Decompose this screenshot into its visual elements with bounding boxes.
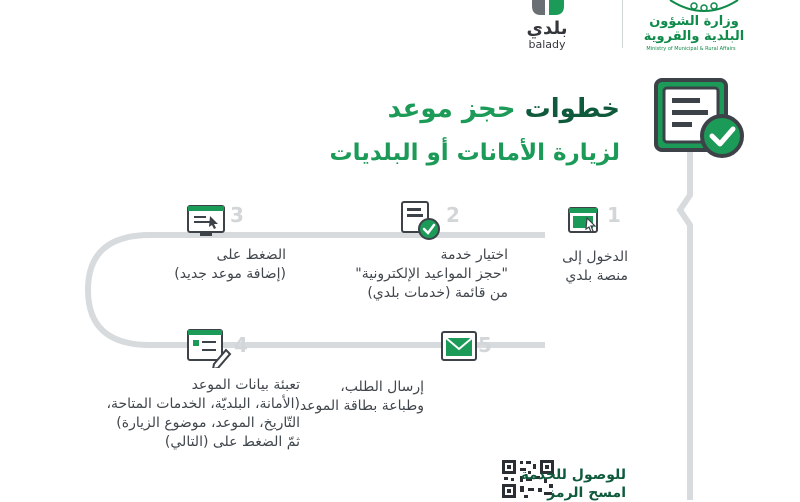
step-number: 1 [607,203,621,227]
header-divider [622,0,623,48]
ministry-name-english: Ministry of Municipal & Rural Affairs [646,46,736,52]
step-line: وطباعة بطاقة الموعد [299,398,424,414]
step-number: 3 [230,203,244,227]
ministry-name: وزارة الشؤون البلدية والقروية [643,14,745,44]
document-checklist-icon [650,74,750,166]
step-line: (إضافة موعد جديد) [174,266,286,282]
step-line: من قائمة (خدمات بلدي) [367,285,508,301]
step-line: ثمّ الضغط على (التالي) [164,434,300,450]
balady-wordmark-arabic: بلدي [526,18,568,39]
qr-caption [521,466,626,502]
form-edit-icon [186,328,232,368]
page-subtitle: لزيارة الأمانات أو البلديات [329,140,620,166]
step-number: 5 [478,333,492,357]
title-word-steps: خطوات [524,94,620,124]
balady-wordmark-english: balady [528,38,566,51]
step-line: إرسال الطلب، [340,379,424,395]
step-line: الدخول إلى [562,249,628,265]
title-word-booking: حجز موعد [387,94,516,124]
qr-caption-line: للوصول للخدمة [520,467,626,483]
step-1-text [562,248,628,286]
cursor-click-icon [567,206,603,236]
screen-pointer-icon [186,204,228,238]
step-line: التّاريخ، الموعد، موضوع الزيارة) [116,415,300,431]
envelope-icon [440,330,480,364]
step-number: 4 [234,333,248,357]
qr-caption-line: امسح الرمز [547,485,626,501]
step-line: الضغط على [216,247,286,263]
step-3-text [174,246,286,284]
ministry-logo-icon [664,0,744,14]
step-5-text [300,378,424,416]
step-2-text [355,246,508,303]
step-line: (الأمانة، البلديّة، الخدمات المتاحة، [106,396,300,412]
page-title [388,94,620,124]
step-number: 2 [446,203,460,227]
step-line: "حجز المواعيد الإلكترونية" [355,266,508,282]
step-4-text [106,376,300,452]
document-check-icon [400,200,442,242]
step-line: اختيار خدمة [440,247,508,263]
balady-logo-icon [530,0,566,18]
step-line: تعبئة بيانات الموعد [191,377,300,393]
step-line: منصة بلدي [565,268,628,284]
